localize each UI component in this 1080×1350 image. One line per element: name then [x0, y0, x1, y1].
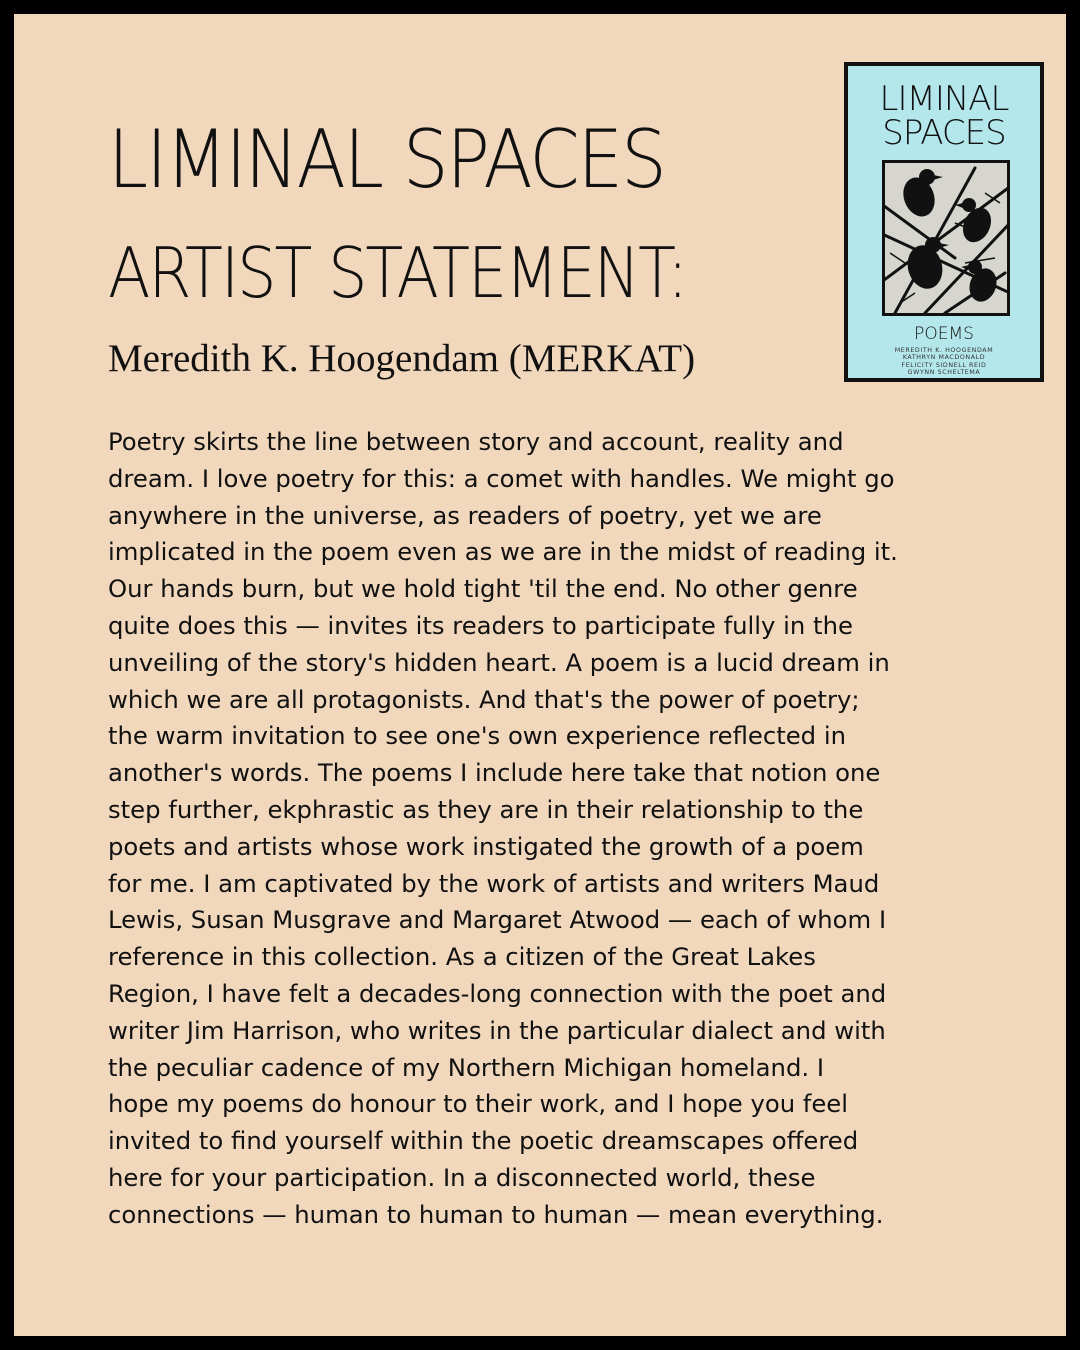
statement-line: poets and artists whose work instigated the growth of a poem [108, 831, 864, 861]
statement-line: Lewis, Susan Musgrave and Margaret Atwood — each of whom I [108, 905, 887, 935]
statement-line: which we are all protagonists. And that's the power of poetry; [108, 684, 860, 714]
statement-line: quite does this — invites its readers to participate fully in the [108, 610, 853, 640]
book-cover [844, 62, 1044, 382]
title-line-2: ARTIST STATEMENT: [108, 232, 687, 314]
cover-subtitle: POEMS [914, 324, 974, 344]
statement-line: implicated in the poem even as we are in the midst of reading it. [108, 537, 898, 567]
cover-authors [848, 347, 1040, 377]
cover-author: FELICITY SIDNELL REID [901, 361, 987, 369]
cover-author: GWYNN SCHELTEMA [907, 369, 981, 377]
statement-line: Our hands burn, but we hold tight 'til the end. No other genre [108, 574, 858, 604]
page [14, 14, 1066, 1336]
statement-line: Region, I have felt a decades-long connection with the poet and [108, 978, 887, 1008]
title-line-1: LIMINAL SPACES [108, 112, 665, 207]
statement-line: for me. I am captivated by the work of artists and writers Maud [108, 868, 880, 898]
statement-line: hope my poems do honour to their work, and I hope you feel [108, 1089, 849, 1119]
statement-line: Poetry skirts the line between story and account, reality and [108, 427, 844, 456]
cover-author: MEREDITH K. HOOGENDAM [894, 347, 994, 354]
cover-title-line-1: LIMINAL [879, 79, 1009, 119]
statement-line: reference in this collection. As a citizen of the Great Lakes [108, 942, 816, 972]
statement-line: here for your participation. In a disconnected world, these [108, 1162, 816, 1192]
statement-line: the peculiar cadence of my Northern Michigan homeland. I [108, 1052, 824, 1082]
statement-line: writer Jim Harrison, who writes in the particular dialect and with [108, 1015, 886, 1045]
crows-on-branches-icon [882, 160, 1010, 316]
author-name: Meredith K. Hoogendam (MERKAT) [108, 337, 696, 380]
statement-line: step further, ekphrastic as they are in their relationship to the [108, 794, 864, 824]
cover-author: KATHRYN MACDONALD [902, 354, 986, 362]
statement-line: connections — human to human to human — mean everything. [108, 1199, 884, 1229]
statement-line: the warm invitation to see one's own experience reflected in [108, 721, 846, 751]
statement-line: invited to find yourself within the poetic dreamscapes offered [108, 1126, 859, 1156]
cover-title-line-2: SPACES [882, 113, 1006, 153]
statement-line: dream. I love poetry for this: a comet with handles. We might go [108, 463, 895, 493]
statement-line: another's words. The poems I include here take that notion one [108, 758, 881, 788]
artist-statement [108, 424, 980, 1234]
statement-line: anywhere in the universe, as readers of poetry, yet we are [108, 500, 822, 530]
statement-line: unveiling of the story's hidden heart. A poem is a lucid dream in [108, 647, 890, 677]
